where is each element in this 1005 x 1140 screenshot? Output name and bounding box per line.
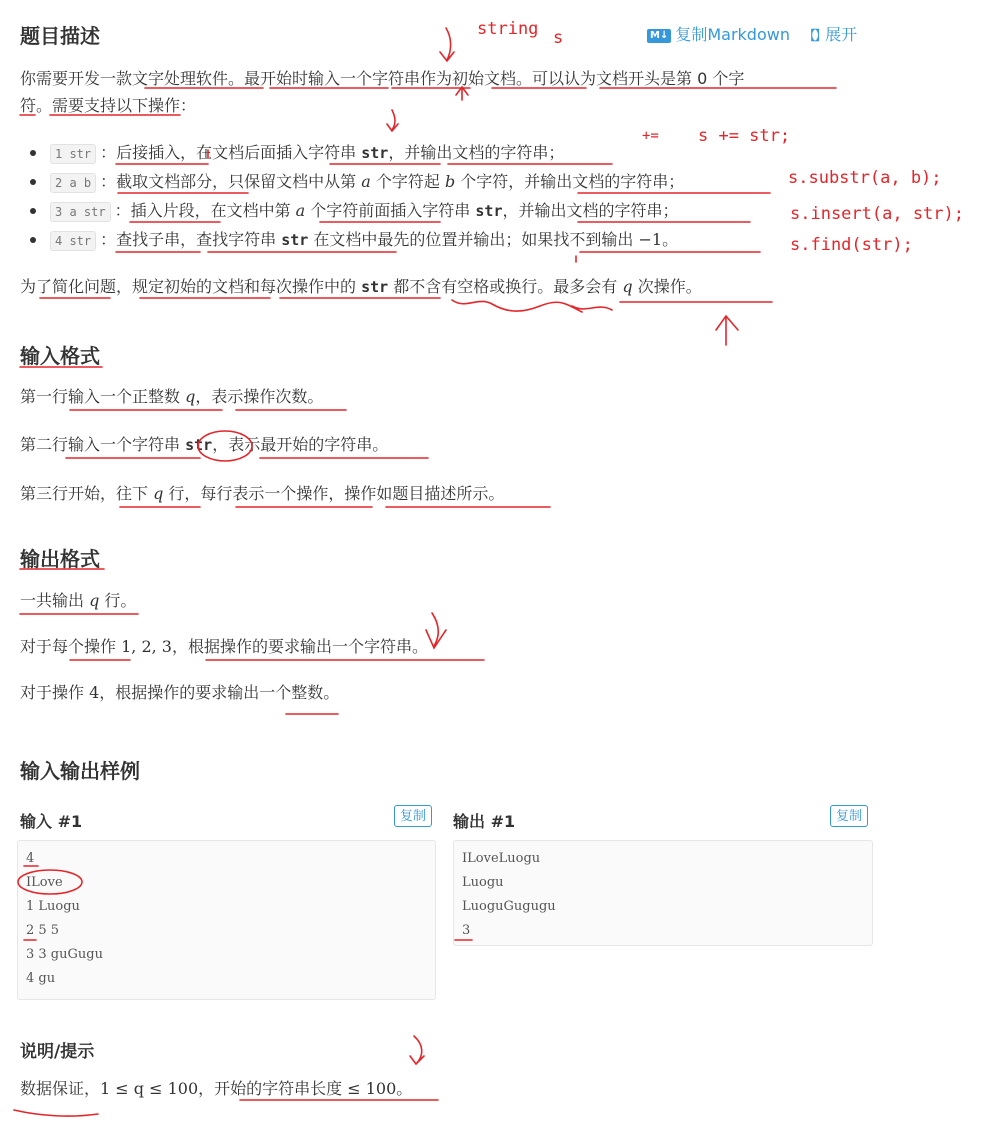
sample-output-title: 输出 #1 — [453, 812, 516, 831]
section-title-output-format: 输出格式 — [20, 547, 100, 571]
math-a: a — [295, 201, 306, 220]
section-title-input-format: 输入格式 — [20, 344, 100, 368]
annotation-op2: s.substr(a, b); — [788, 168, 942, 188]
sample-input-line: 3 3 guGugu — [26, 947, 103, 962]
section-title-description: 题目描述 — [20, 24, 100, 48]
op-text: ：截取文档部分，只保留文档中从第 — [100, 172, 362, 191]
sample-output-line: 3 — [462, 923, 471, 938]
arrow-down-chars — [426, 613, 446, 648]
math-number: 4 — [89, 683, 100, 702]
text: 都不含有空格或换行。最多会有 — [388, 277, 623, 296]
sample-input-title: 输入 #1 — [20, 812, 83, 831]
arrow-up-q — [716, 316, 738, 345]
annotation-string: string — [477, 19, 539, 39]
code-str: str — [475, 202, 503, 220]
arrow-down-small — [387, 110, 398, 131]
code-str: str — [361, 278, 389, 296]
expand-icon: 【】 — [803, 29, 826, 44]
arrow-down-string — [440, 28, 454, 61]
op-text: 在文档中最先的位置并输出；如果找不到输出 — [308, 230, 639, 249]
arrow-up-s — [456, 87, 468, 100]
text: 行，每行表示一个操作，操作如题目描述所示。 — [163, 484, 505, 503]
math-constraint: 1 ≤ q ≤ 100 — [100, 1079, 199, 1098]
circle-ilove — [18, 870, 82, 894]
sample-output-line: ILoveLuogu — [462, 851, 541, 866]
math-q: q — [153, 484, 164, 503]
squiggle-underline — [452, 300, 582, 312]
math-q: q — [622, 277, 633, 296]
text: ，根据操作的要求输出一个整数。 — [99, 683, 340, 702]
math-number: 1, 2, 3 — [121, 637, 172, 656]
math-constraint: ≤ 100 — [347, 1079, 397, 1098]
sample-input-line: 4 gu — [26, 971, 56, 986]
text: 第二行输入一个字符串 — [20, 435, 186, 454]
math-q: q — [89, 591, 100, 610]
code-str: str — [361, 144, 389, 162]
op-text: 个字符，并输出文档的字符串； — [455, 172, 685, 191]
circle-str — [198, 431, 252, 461]
text: 次操作。 — [632, 277, 702, 296]
copy-input-button[interactable]: 复制 — [394, 805, 432, 827]
op-code-chip: 3 a str — [50, 202, 111, 222]
description-line-1: 你需要开发一款文字处理软件。最开始时输入一个字符串作为初始文档。可以认为文档开头是第 0 个字 — [20, 69, 745, 88]
op-text: 个字符起 — [370, 172, 445, 191]
op-text: ：查找子串，查找字符串 — [100, 230, 282, 249]
copy-markdown-button[interactable]: 复制Markdown — [675, 25, 790, 44]
op-code-chip: 4 str — [50, 231, 96, 251]
annotation-plus-eq: += — [642, 128, 659, 144]
text: 对于每个操作 — [20, 637, 122, 656]
annotation-s: s — [553, 28, 564, 48]
underline — [14, 1110, 98, 1116]
text: ，开始的字符串长度 — [198, 1079, 348, 1098]
text: ，表示操作次数。 — [195, 387, 324, 406]
section-title-samples: 输入输出样例 — [20, 759, 140, 783]
text: 行。 — [99, 591, 137, 610]
op-code-chip: 1 str — [50, 144, 96, 164]
code-str: str — [185, 436, 213, 454]
sample-output-line: Luogu — [462, 875, 504, 890]
math-b: b — [444, 172, 456, 191]
sample-input-line: 2 5 5 — [26, 923, 60, 938]
op-text: ：后接插入，在文档后面插入字符串 — [100, 143, 362, 162]
sample-input-line: 1 Luogu — [26, 899, 80, 914]
markdown-icon: M↓ — [647, 29, 671, 43]
op-text: ：插入片段，在文档中第 — [114, 201, 296, 220]
text: 数据保证， — [20, 1079, 101, 1098]
expand-button[interactable]: 展开 — [825, 25, 858, 44]
math-number: −1 — [638, 230, 663, 249]
description-line-2: 符。需要支持以下操作： — [20, 96, 197, 115]
text: 第一行输入一个正整数 — [20, 387, 186, 406]
text: 一共输出 — [20, 591, 90, 610]
text: 。 — [396, 1079, 413, 1098]
math-q: q — [185, 387, 196, 406]
annotation-op1: s += str; — [698, 126, 791, 146]
sample-input-line: 4 — [26, 851, 35, 866]
section-title-hint: 说明/提示 — [20, 1042, 95, 1062]
sample-output-line: LuoguGugugu — [462, 899, 556, 914]
text: ，表示最开始的字符串。 — [212, 435, 389, 454]
code-str: str — [281, 231, 309, 249]
text: 对于操作 — [20, 683, 90, 702]
op-text: 个字符前面插入字符串 — [305, 201, 476, 220]
annotation-op3: s.insert(a, str); — [790, 204, 964, 224]
op-text: ，并输出文档的字符串； — [502, 201, 679, 220]
copy-output-button[interactable]: 复制 — [830, 805, 868, 827]
text: 第三行开始，往下 — [20, 484, 154, 503]
arrow-down-hint — [410, 1036, 424, 1064]
text: ，根据操作的要求输出一个字符串。 — [171, 637, 428, 656]
sample-input-line: ILove — [26, 875, 63, 890]
op-text: 。 — [662, 230, 679, 249]
op-text: ，并输出文档的字符串； — [388, 143, 565, 162]
text: 为了简化问题，规定初始的文档和每次操作中的 — [20, 277, 362, 296]
math-a: a — [361, 172, 371, 191]
op-code-chip: 2 a b — [50, 173, 96, 193]
annotation-op4: s.find(str); — [790, 235, 913, 255]
